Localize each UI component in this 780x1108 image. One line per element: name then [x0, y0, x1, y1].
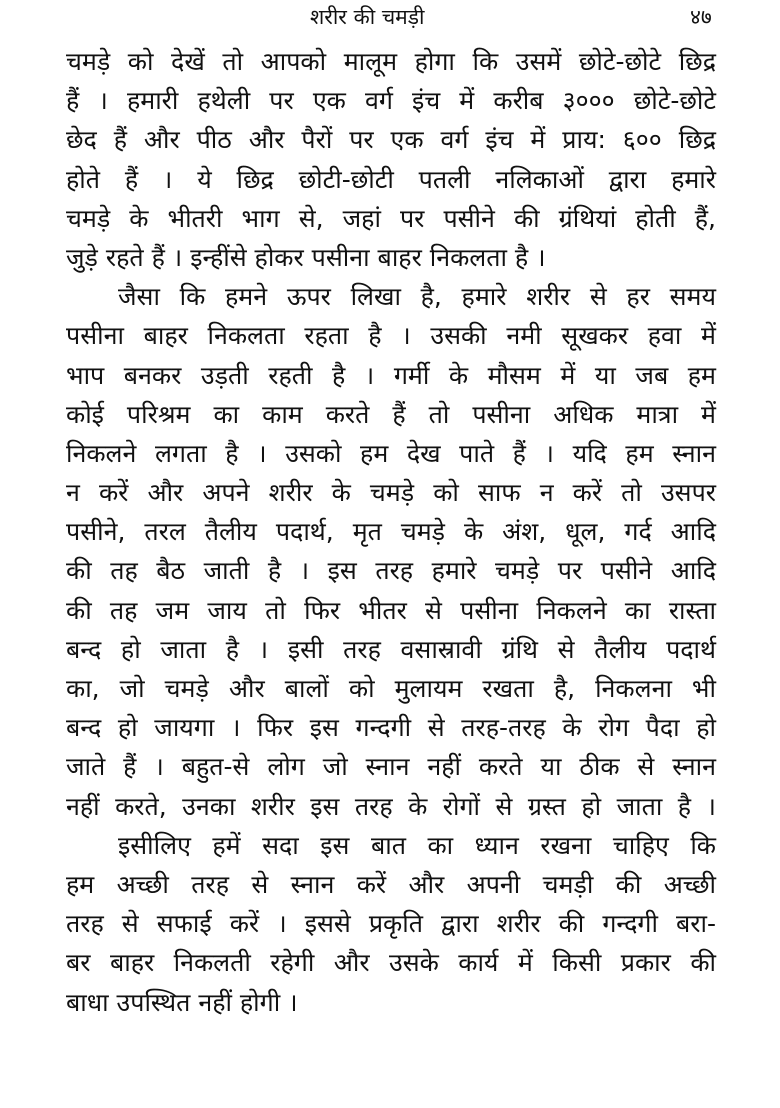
- text-line: होते हैं । ये छिद्र छोटी-छोटी पतली नलिकाओं द्वारा हमारे: [66, 164, 716, 194]
- text-line: बाधा उपस्थित नहीं होगी ।: [66, 987, 298, 1017]
- paragraph-2: [66, 277, 716, 826]
- running-head: [0, 0, 780, 34]
- text-line: चमड़े के भीतरी भाग से, जहां पर पसीने की ग्रंथियां होती हैं,: [66, 203, 716, 233]
- text-line: की तह बैठ जाती है । इस तरह हमारे चमड़े पर पसीने आदि: [66, 556, 716, 586]
- body-text: [66, 42, 716, 1022]
- text-line: नहीं करते, उनका शरीर इस तरह के रोगों से ग्रस्त हो जाता है ।: [66, 791, 716, 821]
- text-line: पसीना बाहर निकलता रहता है । उसकी नमी सूखकर हवा में: [66, 321, 716, 351]
- text-line: हैं । हमारी हथेली पर एक वर्ग इंच में करीब ३००० छोटे-छोटे: [66, 86, 716, 116]
- text-line: बन्द हो जाता है । इसी तरह वसास्रावी ग्रंथि से तैलीय पदार्थ: [66, 634, 716, 664]
- text-line: जैसा कि हमने ऊपर लिखा है, हमारे शरीर से हर समय: [118, 282, 716, 312]
- text-line: इसीलिए हमें सदा इस बात का ध्यान रखना चाहिए कि: [118, 830, 716, 860]
- text-line: तरह से सफाई करें । इससे प्रकृति द्वारा शरीर की गन्दगी बरा-: [66, 909, 716, 939]
- text-line: हम अच्छी तरह से स्नान करें और अपनी चमड़ी की अच्छी: [66, 869, 716, 899]
- text-line: पसीने, तरल तैलीय पदार्थ, मृत चमड़े के अंश, धूल, गर्द आदि: [66, 517, 716, 547]
- text-line: निकलने लगता है । उसको हम देख पाते हैं । यदि हम स्नान: [66, 438, 716, 468]
- paragraph-3: [66, 826, 716, 1022]
- running-title: शरीर की चमड़ी: [310, 5, 425, 29]
- text-line: का, जो चमड़े और बालों को मुलायम रखता है, निकलना भी: [66, 674, 716, 703]
- text-line: चमड़े को देखें तो आपको मालूम होगा कि उसमें छोटे-छोटे छिद्र: [66, 47, 716, 76]
- text-line: बन्द हो जायगा । फिर इस गन्दगी से तरह-तरह के रोग पैदा हो: [66, 713, 716, 743]
- text-line: न करें और अपने शरीर के चमड़े को साफ न करें तो उसपर: [66, 478, 716, 508]
- text-line: भाप बनकर उड़ती रहती है । गर्मी के मौसम में या जब हम: [66, 360, 716, 390]
- text-line: छेद हैं और पीठ और पैरों पर एक वर्ग इंच में प्राय: ६०० छिद्र: [66, 125, 716, 155]
- text-line: बर बाहर निकलती रहेगी और उसके कार्य में किसी प्रकार की: [66, 948, 716, 978]
- text-line: जुड़े रहते हैं । इन्हींसे होकर पसीना बाहर निकलता है ।: [66, 242, 546, 272]
- paragraph-1: [66, 42, 716, 277]
- page-number: ४७: [690, 5, 712, 29]
- text-line: की तह जम जाय तो फिर भीतर से पसीना निकलने का रास्ता: [66, 595, 716, 625]
- text-line: कोई परिश्रम का काम करते हैं तो पसीना अधिक मात्रा में: [66, 399, 716, 429]
- text-line: जाते हैं । बहुत-से लोग जो स्नान नहीं करते या ठीक से स्नान: [66, 752, 716, 782]
